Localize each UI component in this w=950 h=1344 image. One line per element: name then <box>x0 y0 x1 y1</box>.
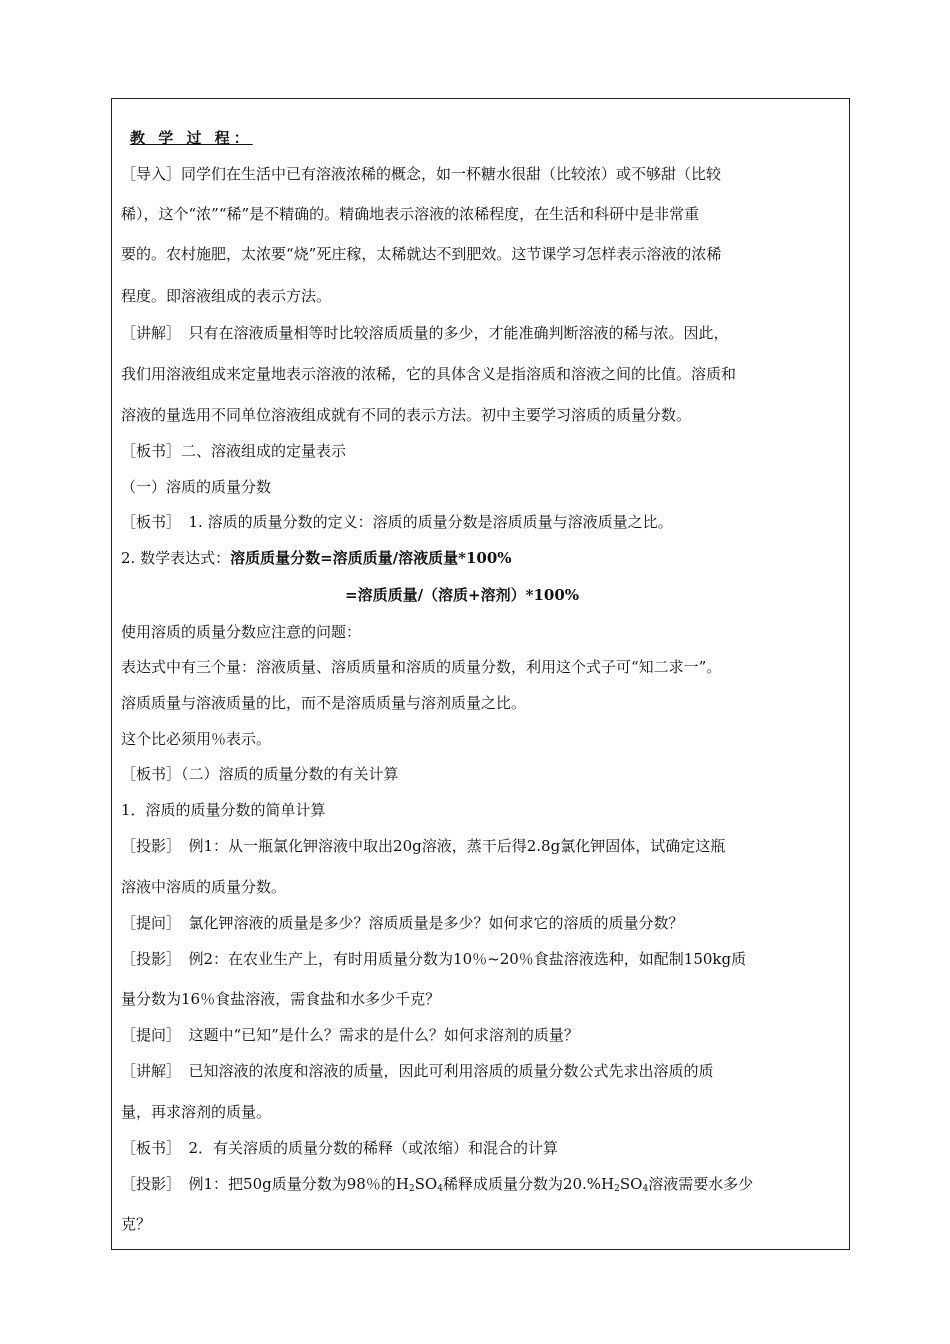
text-line: 量分数为16％食盐溶液，需食盐和水多少千克？ <box>121 990 441 1008</box>
text-line: 1．溶质的质量分数的简单计算 <box>121 801 326 819</box>
subscript: 2 <box>408 1184 415 1194</box>
text-line: 溶液中溶质的质量分数。 <box>121 878 287 896</box>
example-text: ［投影］ 例1：把50g质量分数为98％的H <box>121 1175 409 1193</box>
text-line: 程度。即溶液组成的表示方法。 <box>121 287 332 305</box>
text-line: ［讲解］ 只有在溶液质量相等时比较溶质质量的多少，才能准确判断溶液的稀与浓。因此， <box>121 324 729 342</box>
text-line: 使用溶质的质量分数应注意的问题： <box>121 623 362 641</box>
subscript: 4 <box>642 1184 649 1194</box>
text-line: 溶质质量与溶液质量的比，而不是溶质质量与溶剂质量之比。 <box>121 694 527 712</box>
example-text: SO <box>414 1175 438 1193</box>
text-line: ［投影］ 例1：从一瓶氯化钾溶液中取出20g溶液，蒸干后得2.8g氯化钾固体，试确定这瓶 <box>121 837 726 855</box>
text-line: ［提问］ 这题中“已知”是什么？需求的是什么？如何求溶剂的质量？ <box>121 1026 579 1044</box>
text-line: （一）溶质的质量分数 <box>121 478 272 496</box>
text-line: 要的。农村施肥，太浓要“烧”死庄稼，太稀就达不到肥效。这节课学习怎样表示溶液的浓稀 <box>121 245 722 263</box>
text-line: ［板书］ 1. 溶质的质量分数的定义：溶质的质量分数是溶质质量与溶液质量之比。 <box>121 513 673 531</box>
section-title: 教 学 过 程： <box>130 129 253 147</box>
example-text: SO <box>619 1175 643 1193</box>
formula-continuation: =溶质质量/（溶质+溶剂）*100% <box>345 586 580 604</box>
text-line: ［板书］（二）溶质的质量分数的有关计算 <box>121 765 399 783</box>
formula-main: 溶质质量分数=溶质质量/溶液质量*100% <box>230 549 512 567</box>
text-line: ［提问］ 氯化钾溶液的质量是多少？溶质质量是多少？如何求它的溶质的质量分数？ <box>121 914 684 932</box>
text-line: ［投影］ 例2：在农业生产上，有时用质量分数为10％~20％食盐溶液选种，如配制150kg质 <box>121 950 747 968</box>
text-line: 量，再求溶剂的质量。 <box>121 1103 272 1121</box>
text-line: ［讲解］ 已知溶液的浓度和溶液的质量，因此可利用溶质的质量分数公式先求出溶质的质 <box>121 1062 714 1080</box>
text-line: ［板书］ 2．有关溶质的质量分数的稀释（或浓缩）和混合的计算 <box>121 1139 559 1157</box>
subscript: 2 <box>614 1184 620 1194</box>
text-line: 这个比必须用％表示。 <box>121 730 272 748</box>
text-line: 稀），这个“浓”“稀”是不精确的。精确地表示溶液的浓稀程度，在生活和科研中是非常重 <box>121 205 700 223</box>
subscript: 4 <box>437 1184 443 1194</box>
formula-prefix: 2. 数学表达式： <box>121 549 231 567</box>
example-text: 溶液需要水多少 <box>648 1175 754 1193</box>
text-line: 我们用溶液组成来定量地表示溶液的浓稀，它的具体含义是指溶质和溶液之间的比值。溶质和 <box>121 365 737 383</box>
text-line: ［导入］同学们在生活中已有溶液浓稀的概念，如一杯糖水很甜（比较浓）或不够甜（比较 <box>121 165 722 183</box>
text-line: 溶液的量选用不同单位溶液组成就有不同的表示方法。初中主要学习溶质的质量分数。 <box>121 406 692 424</box>
text-line: 表达式中有三个量：溶液质量、溶质质量和溶质的质量分数，利用这个式子可“知二求一”。 <box>121 658 722 676</box>
formula-line <box>121 548 512 568</box>
example-h2so4-line <box>121 1174 753 1199</box>
text-line: ［板书］二、溶液组成的定量表示 <box>121 442 347 460</box>
example-text: 稀释成质量分数为20.%H <box>442 1175 615 1193</box>
text-line: 克？ <box>121 1215 152 1233</box>
